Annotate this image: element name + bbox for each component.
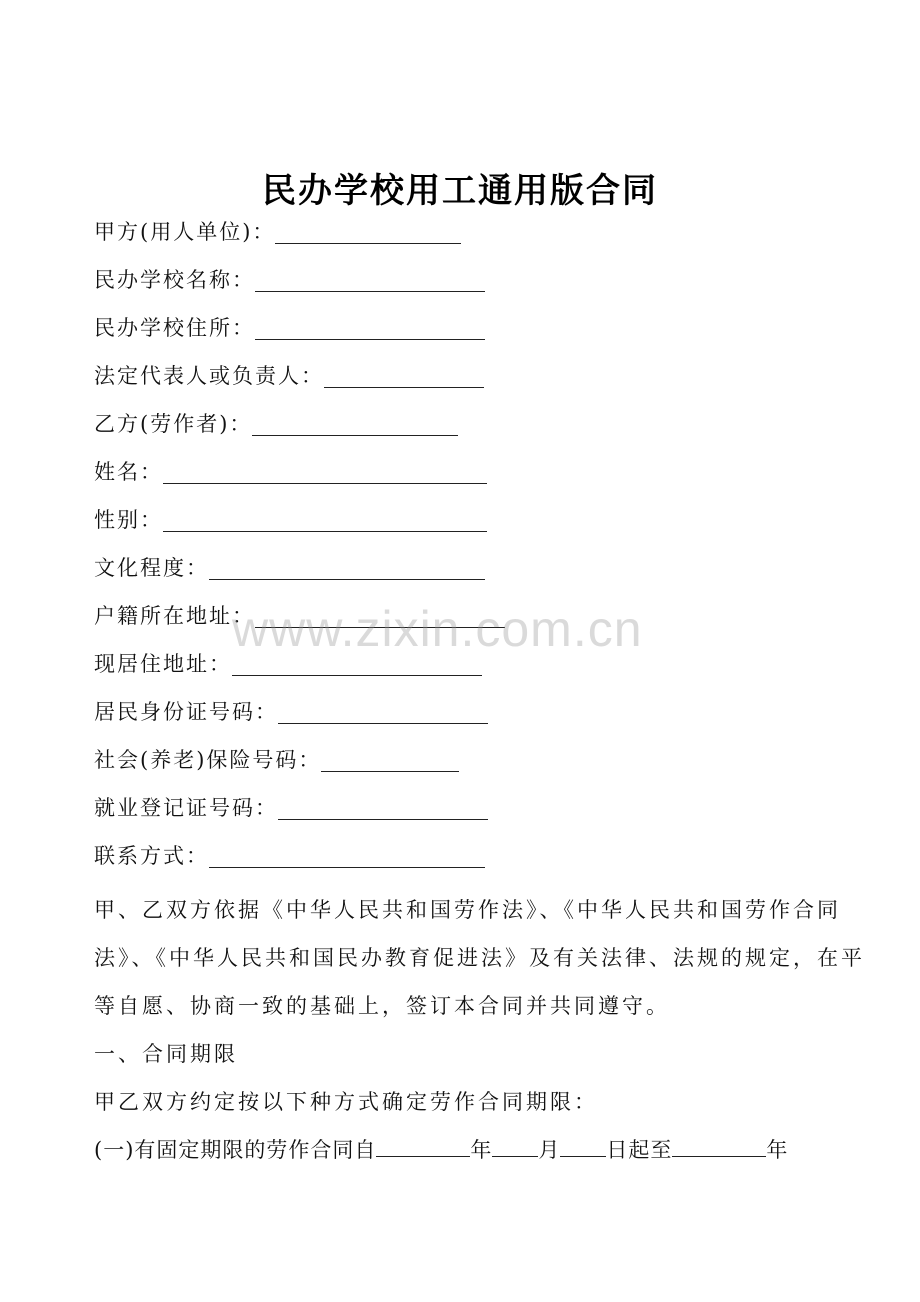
preamble-line: 等自愿、协商一致的基础上，签订本合同并共同遵守。: [94, 994, 670, 1018]
field-label: 户籍所在地址：: [94, 604, 255, 628]
fill-in-blank[interactable]: [255, 317, 485, 340]
field-party-a: [94, 214, 461, 246]
field-party-b: [94, 406, 458, 438]
fill-in-blank[interactable]: [324, 365, 484, 388]
end-year-blank[interactable]: [672, 1136, 766, 1157]
fill-in-blank[interactable]: [255, 269, 485, 292]
fill-in-blank[interactable]: [163, 461, 487, 484]
field-label: 联系方式：: [94, 844, 209, 868]
field-label: 民办学校名称：: [94, 268, 255, 292]
field-label: 法定代表人或负责人：: [94, 364, 324, 388]
document-title: 民办学校用工通用版合同: [262, 171, 658, 211]
field-education: [94, 550, 485, 582]
field-label: 文化程度：: [94, 556, 209, 580]
year-label: 年: [470, 1138, 493, 1162]
fill-in-blank[interactable]: [321, 749, 459, 772]
fill-in-blank[interactable]: [232, 653, 482, 676]
field-household-address: [94, 598, 505, 630]
month-blank[interactable]: [492, 1136, 538, 1157]
field-current-address: [94, 646, 482, 678]
field-label: 乙方(劳作者)：: [94, 412, 253, 436]
day-to-label: 日起至: [606, 1138, 673, 1162]
term-item-fixed: [94, 1126, 834, 1174]
section-heading: 一、合同期限: [94, 1042, 238, 1066]
field-contact: [94, 838, 485, 870]
fill-in-blank[interactable]: [252, 413, 458, 436]
fill-in-blank[interactable]: [209, 557, 485, 580]
fill-in-blank[interactable]: [275, 221, 461, 244]
section-intro: 甲乙双方约定按以下种方式确定劳作合同期限：: [94, 1090, 598, 1114]
field-label: 姓名：: [94, 460, 163, 484]
field-label: 性别：: [94, 508, 163, 532]
watermark-text: www.zixin.com.cn: [232, 601, 643, 657]
field-label: 民办学校住所：: [94, 316, 255, 340]
field-label: 就业登记证号码：: [94, 796, 278, 820]
field-employment-cert: [94, 790, 488, 822]
field-school-name: [94, 262, 485, 294]
field-name: [94, 454, 487, 486]
month-label: 月: [538, 1138, 561, 1162]
fill-in-blank[interactable]: [163, 509, 487, 532]
field-label: 现居住地址：: [94, 652, 232, 676]
field-id-number: [94, 694, 488, 726]
field-gender: [94, 502, 487, 534]
field-insurance-number: [94, 742, 459, 774]
preamble-line: 法》、《中华人民共和国民办教育促进法》及有关法律、法规的规定，在平: [94, 946, 865, 970]
field-label: 社会(养老)保险号码：: [94, 748, 322, 772]
end-year-label: 年: [766, 1138, 789, 1162]
field-label: 甲方(用人单位)：: [94, 220, 276, 244]
fill-in-blank[interactable]: [278, 701, 488, 724]
field-legal-rep: [94, 358, 484, 390]
fill-in-blank[interactable]: [278, 797, 488, 820]
field-label: 居民身份证号码：: [94, 700, 278, 724]
day-blank[interactable]: [560, 1136, 606, 1157]
preamble-line: 甲、乙双方依据《中华人民共和国劳作法》、《中华人民共和国劳作合同: [94, 898, 841, 922]
fill-in-blank[interactable]: [255, 605, 505, 628]
term-prefix: (一)有固定期限的劳作合同自: [94, 1138, 377, 1162]
year-blank[interactable]: [376, 1136, 470, 1157]
field-school-address: [94, 310, 485, 342]
fill-in-blank[interactable]: [209, 845, 485, 868]
